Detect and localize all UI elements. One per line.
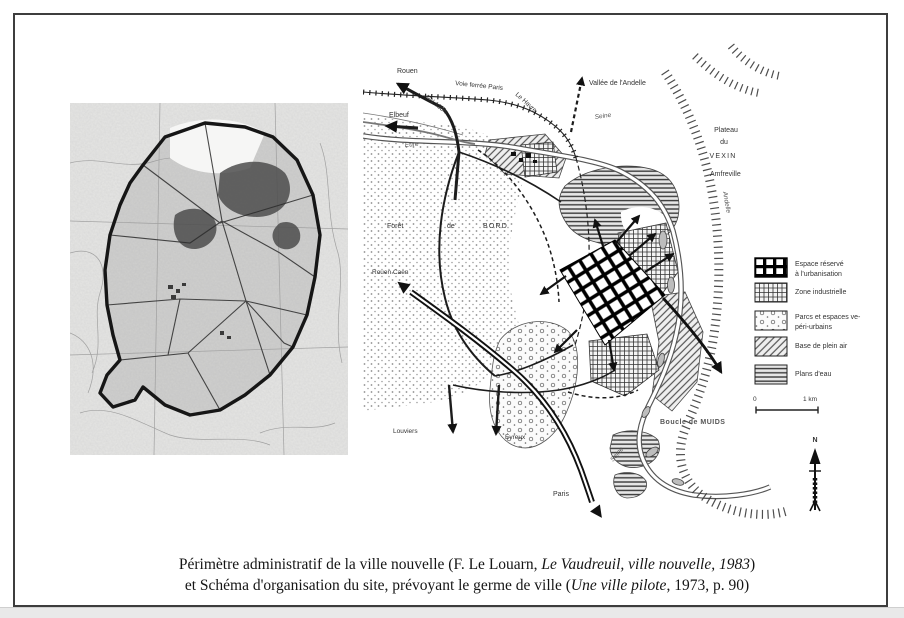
scale-bar <box>753 396 818 414</box>
figure-caption <box>35 554 899 596</box>
legend-swatch-industrielle <box>755 283 787 302</box>
label-vallee-andelle: Vallée de l'Andelle <box>589 80 646 87</box>
label-amfreville: Amfreville <box>710 171 741 178</box>
label-foret: Forêt <box>387 223 404 230</box>
legend-label-plans-eau: Plans d'eau <box>795 371 832 378</box>
label-rouen: Rouen <box>397 68 418 75</box>
north-arrow <box>809 437 821 511</box>
caption-2-close: , 1973, p. 90) <box>666 577 750 594</box>
label-boucle-de-muids: Boucle de MUIDS <box>660 419 726 426</box>
window-bottom-edge <box>0 607 904 618</box>
label-seine-top: Seine <box>594 111 612 121</box>
legend-swatch-plein-air <box>755 337 787 356</box>
label-evreux: Évreux <box>505 434 526 441</box>
north-label: N <box>812 437 818 444</box>
scale-zero: 0 <box>753 396 757 403</box>
legend-label-plein-air: Base de plein air <box>795 343 848 350</box>
label-rouen-caen: Rouen Caen <box>372 269 409 276</box>
label-louviers: Louviers <box>393 428 418 435</box>
label-foret-de: de <box>447 223 455 230</box>
label-elbeuf: Elbeuf <box>389 112 409 119</box>
legend-swatch-parcs <box>755 311 787 330</box>
label-plateau-3: VEXIN <box>709 153 737 160</box>
scanned-page-frame <box>13 13 888 607</box>
label-voie-ferree: Voie ferrée Paris <box>454 80 504 93</box>
caption-1-close: ) <box>749 556 756 573</box>
label-andelle: Andelle <box>721 191 732 214</box>
caption-2-italic: Une ville pilote <box>570 577 667 594</box>
legend-label-parcs-2: péri-urbains <box>795 324 832 331</box>
label-eure: Eure <box>404 140 419 149</box>
caption-1-text: Périmètre administratif de la ville nouvelle (F. Le Louarn, <box>178 556 542 573</box>
caption-2-text: et Schéma d'organisation du site, prévoyant le germe de ville ( <box>184 577 571 594</box>
caption-1-italic: Le Vaudreuil, ville nouvelle, 1983 <box>541 556 750 573</box>
caption-line-1 <box>35 554 899 575</box>
label-plateau-2: du <box>720 139 728 146</box>
caption-line-2 <box>35 575 899 596</box>
scale-one: 1 km <box>803 396 818 403</box>
legend-label-industrielle: Zone industrielle <box>795 289 847 296</box>
legend-label-parcs-1: Parcs et espaces ve- <box>795 314 861 321</box>
site-scheme-map <box>363 40 904 545</box>
label-bord: BORD <box>483 223 509 230</box>
legend <box>755 258 861 384</box>
legend-label-urbanisation-2: à l'urbanisation <box>795 271 842 278</box>
legend-swatch-urbanisation <box>755 258 787 277</box>
label-rn: RN 13bis <box>423 94 450 117</box>
legend-swatch-plans-eau <box>755 365 787 384</box>
label-plateau-1: Plateau <box>714 127 738 134</box>
label-seine-bottom: Seine <box>609 446 626 464</box>
legend-label-urbanisation-1: Espace réservé <box>795 261 844 268</box>
label-le-havre: Le Havre <box>513 91 538 115</box>
label-paris: Paris <box>553 491 569 498</box>
topographic-map <box>70 103 348 455</box>
